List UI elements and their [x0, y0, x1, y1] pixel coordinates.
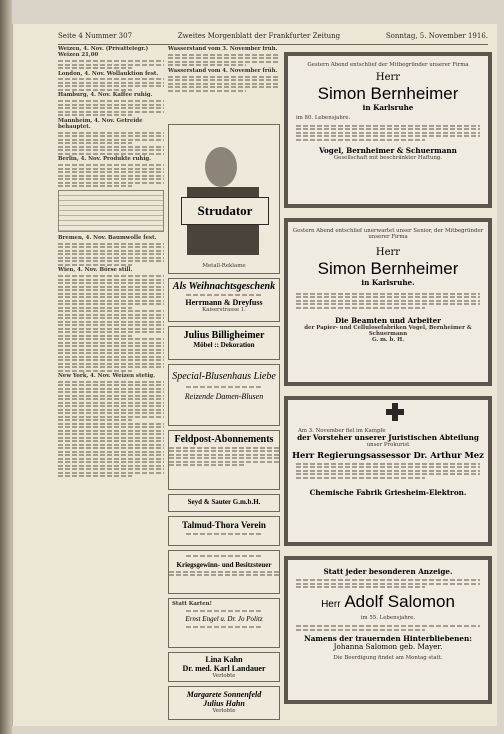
- weihnacht-title: Als Weihnachtsgeschenk: [172, 281, 276, 292]
- verlobung-name-4: Julius Hahn: [203, 699, 245, 708]
- ob2-place: in Karlsruhe.: [361, 277, 415, 287]
- obituary-mez: [284, 396, 492, 546]
- ob4-sign: Namens der trauernden Hinterbliebenen:: [304, 633, 472, 643]
- strudator-ad: [168, 124, 280, 274]
- header-center: Zweites Morgenblatt der Frankfurter Zeitung: [177, 32, 341, 40]
- verlobung-label-1: Verlobte: [212, 673, 236, 679]
- ob2-sign2: der Papier- und Cellulosefabriken Vogel, Bernheimer & Schuermann: [304, 324, 472, 337]
- seyd-title: Seyd & Sauter G.m.b.H.: [187, 498, 261, 506]
- book-binding: [0, 0, 12, 734]
- market-line-8: New York, 4. Nov. Weizen stetig.: [58, 373, 156, 380]
- billigheimer-title: Julius Billigheimer: [183, 330, 265, 341]
- ob1-sign: Vogel, Bernheimer & Schuermann: [319, 145, 457, 155]
- verlobung-box-1: [168, 652, 280, 682]
- ob2-sign: Die Beamten und Arbeiter: [335, 315, 441, 325]
- obituary-column: [284, 46, 492, 722]
- ob1-herr: Herr: [375, 72, 401, 84]
- ob4-sign2: Johanna Salomon geb. Mayer.: [333, 641, 443, 651]
- verlobung-box-2: [168, 686, 280, 720]
- ob3-intro: Am 3. November fiel im Kampfe: [298, 428, 386, 434]
- ob2-sign3: G. m. b. H.: [371, 337, 405, 344]
- market-line-7: Wien, 4. Nov. Börse still.: [58, 267, 133, 274]
- kriegsgewinn-ad: [168, 550, 280, 594]
- blusen-ad: [168, 364, 280, 426]
- obituary-salomon: [284, 556, 492, 704]
- strudator-sub: Metall-Reklame: [202, 262, 246, 269]
- ob4-herr: Herr: [321, 599, 341, 610]
- ob4-top: Statt jeder besonderen Anzeige.: [323, 567, 453, 576]
- billigheimer-sub: Möbel :: Dekoration: [193, 341, 255, 349]
- market-line-2: London, 4. Nov. Wollauktion fest.: [58, 70, 159, 77]
- ob2-intro: Gestern Abend entschlief unerwartet unser Senior, der Mitbegründer unserer Firma: [292, 228, 484, 241]
- talmud-title: Talmud-Thora Verein: [182, 520, 266, 530]
- weihnacht-firm: Herrmann & Dreyfuss: [185, 298, 263, 307]
- blusen-sub: Reizende Damen-Blusen: [184, 392, 264, 401]
- price-table: [58, 190, 164, 232]
- header-right: Sonntag, 5. November 1916.: [385, 32, 488, 40]
- header-left: Seite 4 Nummer 307: [58, 32, 133, 40]
- market-line-1: Weizen, 4. Nov. (Privattelegr.) Weizen 21,00: [58, 46, 149, 59]
- blusen-title: Special-Blusenhaus Liebe: [172, 371, 276, 382]
- ob1-age: im 80. Lebensjahre.: [296, 115, 351, 122]
- obituary-bernheimer-2: [284, 218, 492, 386]
- kriegsgewinn-title: Kriegsgewinn- und Besitzsteuer: [176, 561, 272, 569]
- market-line-3: Hamburg, 4. Nov. Kaffee ruhig.: [58, 92, 153, 99]
- statt-karten-names: Ernst Engel u. Dr. Jo Politz: [185, 615, 263, 624]
- iron-cross-icon: [386, 403, 404, 421]
- weihnacht-address: Kaiserstrasse 1.: [202, 307, 246, 313]
- statt-karten-title: Statt Karten!: [172, 601, 212, 607]
- market-line-4: Mannheim, 4. Nov. Getreide behauptet.: [58, 117, 143, 130]
- billigheimer-ad: [168, 326, 280, 360]
- water-level-2: Wasserstand vom 4. November früh.: [168, 67, 278, 74]
- verlobung-label-2: Verlobte: [212, 708, 236, 714]
- ob1-name: Simon Bernheimer: [317, 84, 459, 104]
- ob2-herr: Herr: [375, 246, 401, 258]
- obituary-bernheimer-1: [284, 52, 492, 208]
- feldpost-title: Feldpost-Abonnements: [174, 434, 274, 445]
- statt-karten-box: [168, 598, 280, 648]
- ob4-name: Adolf Salomon: [344, 592, 455, 611]
- ads-column: [168, 46, 280, 722]
- advertisement-illustration: [187, 139, 263, 263]
- ob4-name-line: [288, 592, 488, 615]
- ob3-sign: Chemische Fabrik Griesheim-Elektron.: [309, 487, 467, 497]
- weihnacht-ad: [168, 278, 280, 322]
- ob3-name: Herr Regierungsassessor Dr. Arthur Mez: [292, 449, 484, 460]
- talmud-ad: [168, 516, 280, 546]
- page-header: [58, 32, 488, 45]
- market-line-5: Berlin, 4. Nov. Produkte ruhig.: [58, 156, 152, 163]
- ob2-name: Simon Bernheimer: [317, 258, 459, 278]
- ob3-line2: der Vorsteher unserer Juristischen Abteilung: [297, 433, 479, 443]
- ob3-line3: unser Prokurist: [366, 442, 410, 449]
- feldpost-ad: [168, 430, 280, 490]
- verlobung-name-3: Margarete Sonnenfeld: [186, 690, 262, 699]
- strudator-title: Strudator: [181, 197, 269, 225]
- ob1-intro: Gestern Abend entschlief der Mitbegründer unserer Firma: [307, 62, 469, 68]
- ob1-place: in Karlsruhe: [362, 103, 414, 113]
- ob1-sign-sub: Gesellschaft mit beschränkter Haftung.: [333, 154, 443, 161]
- market-line-6: Bremen, 4. Nov. Baumwolle fest.: [58, 235, 157, 242]
- ob4-note: Die Beerdigung findet am Montag statt.: [333, 654, 443, 661]
- water-level-1: Wasserstand vom 3. November früh.: [168, 46, 278, 52]
- seyd-ad: [168, 494, 280, 512]
- market-column: [58, 46, 164, 722]
- verlobung-name-2: Dr. med. Karl Landauer: [182, 664, 266, 673]
- ob4-sub: im 55. Lebensjahre.: [360, 615, 416, 621]
- verlobung-name-1: Lina Kahn: [205, 655, 243, 664]
